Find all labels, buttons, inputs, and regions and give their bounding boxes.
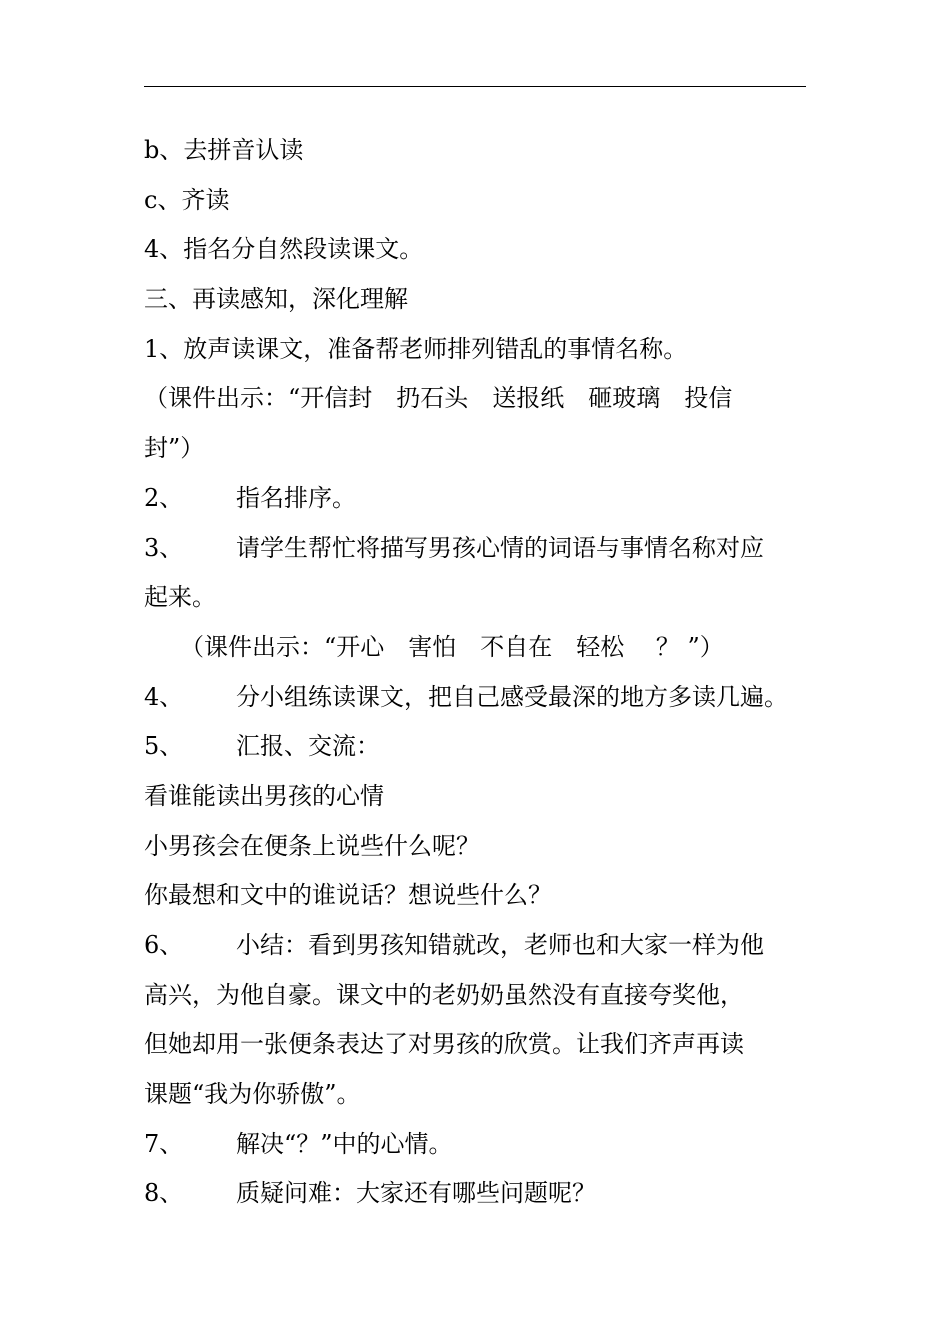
text-line: 你最想和文中的谁说话？想说些什么？ <box>144 881 552 910</box>
text-line: 1、放声读课文，准备帮老师排列错乱的事情名称。 <box>144 334 688 363</box>
text-line: b、去拼音认读 <box>144 136 304 164</box>
numbered-item <box>144 921 824 971</box>
item-text: 质疑问难：大家还有哪些问题呢？ <box>236 1179 596 1208</box>
text-line: 小男孩会在便条上说些什么呢？ <box>144 831 480 860</box>
text-line: 高兴，为他自豪。课文中的老奶奶虽然没有直接夸奖他， <box>144 980 744 1009</box>
text-line: 看谁能读出男孩的心情 <box>144 781 384 810</box>
text-line: （课件出示：“开信封 扔石头 送报纸 砸玻璃 投信 <box>144 384 733 413</box>
document-body <box>144 126 824 1219</box>
section-heading: 三、再读感知，深化理解 <box>144 285 408 314</box>
numbered-item <box>144 722 824 772</box>
item-number: 4、 <box>144 682 184 711</box>
item-text: 汇报、交流： <box>236 732 380 761</box>
header-rule <box>144 86 806 87</box>
item-text: 分小组练读课文，把自己感受最深的地方多读几遍。 <box>236 682 788 711</box>
item-number: 5、 <box>144 732 184 761</box>
item-number: 7、 <box>144 1129 184 1158</box>
numbered-item <box>144 673 824 723</box>
text-line: 封”） <box>144 434 205 463</box>
item-text: 解决“？”中的心情。 <box>236 1129 453 1158</box>
numbered-item <box>144 474 824 524</box>
text-line: c、齐读 <box>144 185 230 214</box>
text-line: 但她却用一张便条表达了对男孩的欣赏。让我们齐声再读 <box>144 1030 744 1059</box>
text-line: 课题“我为你骄傲”。 <box>144 1080 361 1109</box>
numbered-item <box>144 524 824 574</box>
item-number: 6、 <box>144 931 184 959</box>
text-line: 起来。 <box>144 583 216 612</box>
text-line: 4、指名分自然段读课文。 <box>144 235 424 264</box>
item-number: 2、 <box>144 483 184 512</box>
item-text: 请学生帮忙将描写男孩心情的词语与事情名称对应 <box>236 533 764 562</box>
numbered-item <box>144 1169 824 1219</box>
item-number: 3、 <box>144 533 184 562</box>
text-line: （课件出示：“开心 害怕 不自在 轻松 ？ ”） <box>180 632 724 661</box>
item-text: 小结：看到男孩知错就改，老师也和大家一样为他 <box>236 931 764 959</box>
item-text: 指名排序。 <box>236 483 356 512</box>
numbered-item <box>144 1120 824 1170</box>
item-number: 8、 <box>144 1179 184 1208</box>
